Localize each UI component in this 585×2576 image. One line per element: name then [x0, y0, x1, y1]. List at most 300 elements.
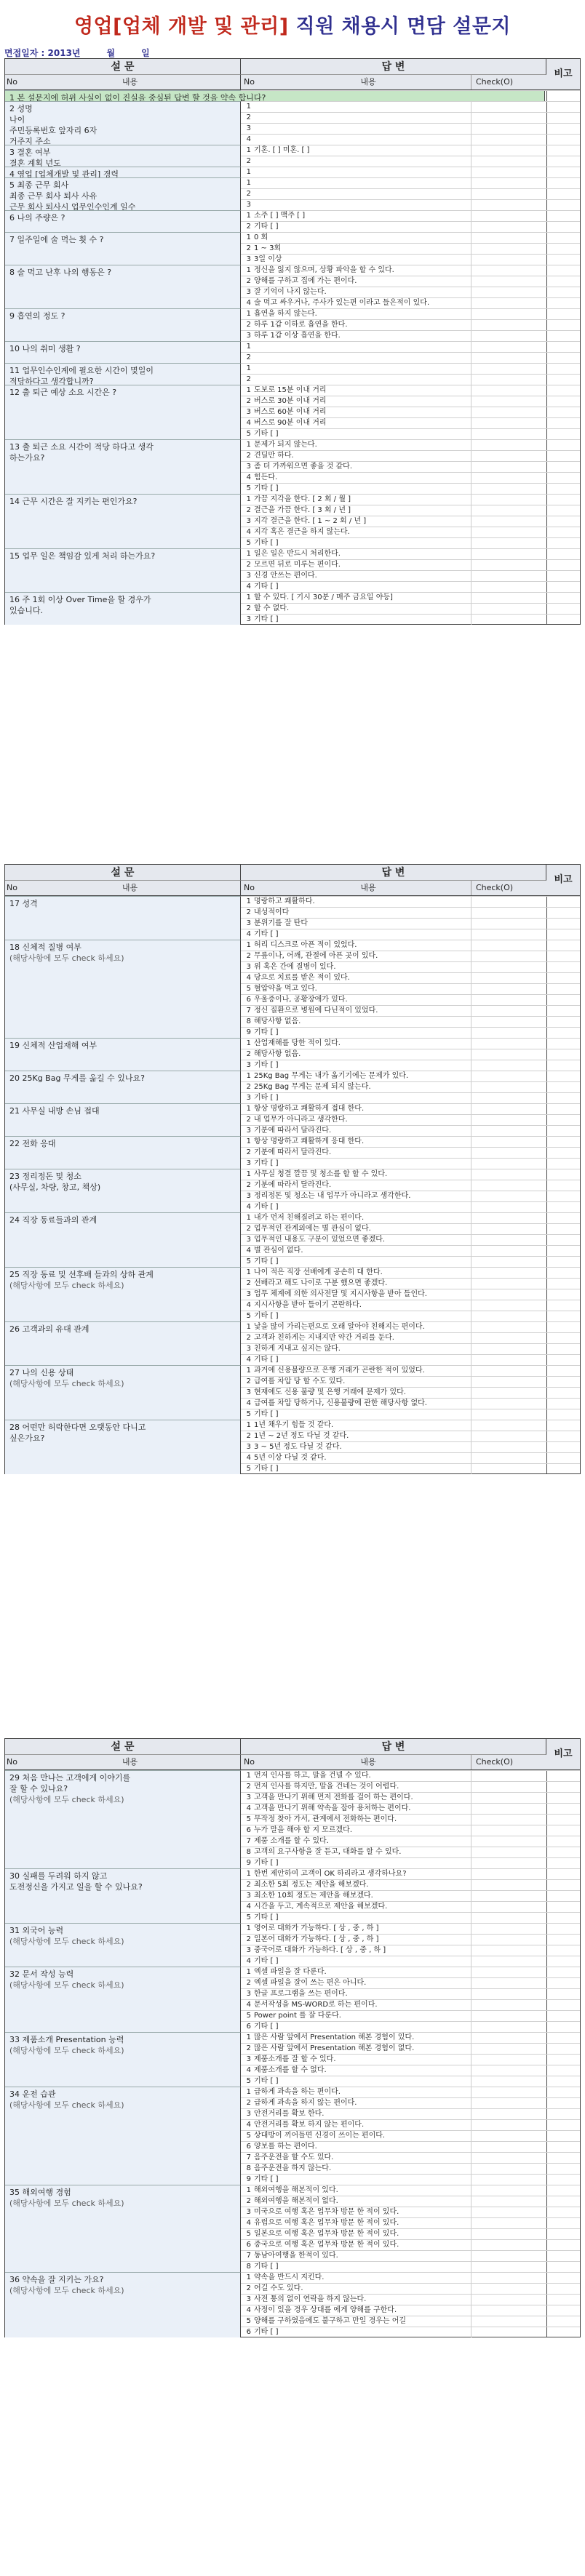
remarks-cell[interactable]: [546, 1289, 580, 1300]
check-cell[interactable]: [471, 2240, 547, 2250]
remarks-cell[interactable]: [546, 1431, 580, 1441]
remarks-cell[interactable]: [546, 1804, 580, 1814]
remarks-cell[interactable]: [546, 200, 580, 210]
remarks-cell[interactable]: [546, 385, 580, 396]
remarks-cell[interactable]: [546, 527, 580, 537]
check-cell[interactable]: [471, 1333, 547, 1343]
remarks-cell[interactable]: [546, 353, 580, 363]
check-cell[interactable]: [471, 1246, 547, 1256]
remarks-cell[interactable]: [546, 1300, 580, 1311]
check-cell[interactable]: [471, 418, 547, 428]
remarks-cell[interactable]: [546, 1891, 580, 1901]
check-cell[interactable]: [471, 897, 547, 907]
remarks-cell[interactable]: [546, 2164, 580, 2174]
remarks-cell[interactable]: [546, 1006, 580, 1016]
remarks-cell[interactable]: [546, 2065, 580, 2076]
check-cell[interactable]: [471, 2164, 547, 2174]
remarks-cell[interactable]: [546, 973, 580, 983]
remarks-cell[interactable]: [546, 1967, 580, 1977]
check-cell[interactable]: [471, 1891, 547, 1901]
check-cell[interactable]: [471, 1902, 547, 1912]
remarks-cell[interactable]: [546, 1246, 580, 1256]
remarks-cell[interactable]: [546, 897, 580, 907]
check-cell[interactable]: [471, 1159, 547, 1169]
check-cell[interactable]: [471, 1836, 547, 1847]
remarks-cell[interactable]: [546, 1191, 580, 1201]
remarks-cell[interactable]: [546, 113, 580, 123]
check-cell[interactable]: [471, 385, 547, 396]
check-cell[interactable]: [471, 1093, 547, 1103]
remarks-cell[interactable]: [546, 2000, 580, 2010]
check-cell[interactable]: [471, 505, 547, 516]
check-cell[interactable]: [471, 516, 547, 527]
check-cell[interactable]: [471, 342, 547, 352]
check-cell[interactable]: [471, 1289, 547, 1300]
remarks-cell[interactable]: [546, 1017, 580, 1027]
remarks-cell[interactable]: [546, 1333, 580, 1343]
check-cell[interactable]: [471, 320, 547, 330]
remarks-cell[interactable]: [546, 2098, 580, 2108]
check-cell[interactable]: [471, 2175, 547, 2185]
remarks-cell[interactable]: [546, 1913, 580, 1923]
check-cell[interactable]: [471, 571, 547, 581]
check-cell[interactable]: [471, 1377, 547, 1387]
check-cell[interactable]: [471, 1847, 547, 1857]
check-cell[interactable]: [471, 1880, 547, 1890]
check-cell[interactable]: [471, 102, 547, 112]
check-cell[interactable]: [471, 1442, 547, 1452]
remarks-cell[interactable]: [546, 1268, 580, 1278]
remarks-cell[interactable]: [546, 2295, 580, 2305]
check-cell[interactable]: [471, 189, 547, 199]
check-cell[interactable]: [471, 1300, 547, 1311]
remarks-cell[interactable]: [546, 276, 580, 287]
remarks-cell[interactable]: [546, 222, 580, 232]
remarks-cell[interactable]: [546, 124, 580, 134]
remarks-cell[interactable]: [546, 1104, 580, 1114]
remarks-cell[interactable]: [546, 1978, 580, 1988]
remarks-cell[interactable]: [546, 331, 580, 341]
remarks-cell[interactable]: [546, 1344, 580, 1354]
remarks-cell[interactable]: [546, 298, 580, 308]
check-cell[interactable]: [471, 451, 547, 461]
remarks-cell[interactable]: [546, 91, 580, 101]
check-cell[interactable]: [471, 2218, 547, 2228]
remarks-cell[interactable]: [546, 516, 580, 527]
remarks-cell[interactable]: [546, 2316, 580, 2327]
remarks-cell[interactable]: [546, 396, 580, 407]
remarks-cell[interactable]: [546, 1880, 580, 1890]
check-cell[interactable]: [471, 1268, 547, 1278]
check-cell[interactable]: [471, 2229, 547, 2239]
remarks-cell[interactable]: [546, 2327, 580, 2337]
check-cell[interactable]: [471, 2262, 547, 2272]
remarks-cell[interactable]: [546, 2120, 580, 2130]
check-cell[interactable]: [471, 255, 547, 265]
check-cell[interactable]: [471, 429, 547, 439]
check-cell[interactable]: [471, 1060, 547, 1071]
remarks-cell[interactable]: [546, 2273, 580, 2283]
remarks-cell[interactable]: [546, 2229, 580, 2239]
remarks-cell[interactable]: [546, 2251, 580, 2261]
check-cell[interactable]: [471, 473, 547, 483]
remarks-cell[interactable]: [546, 1847, 580, 1857]
remarks-cell[interactable]: [546, 2076, 580, 2087]
remarks-cell[interactable]: [546, 1989, 580, 1999]
check-cell[interactable]: [471, 407, 547, 417]
check-cell[interactable]: [471, 1399, 547, 1409]
check-cell[interactable]: [471, 1815, 547, 1825]
remarks-cell[interactable]: [546, 342, 580, 352]
remarks-cell[interactable]: [546, 1169, 580, 1180]
check-cell[interactable]: [471, 2196, 547, 2207]
remarks-cell[interactable]: [546, 2022, 580, 2032]
remarks-cell[interactable]: [546, 2109, 580, 2119]
check-cell[interactable]: [471, 145, 547, 156]
check-cell[interactable]: [471, 2109, 547, 2119]
check-cell[interactable]: [471, 1825, 547, 1836]
check-cell[interactable]: [471, 2316, 547, 2327]
remarks-cell[interactable]: [546, 2240, 580, 2250]
check-cell[interactable]: [471, 973, 547, 983]
remarks-cell[interactable]: [546, 1869, 580, 1879]
check-cell[interactable]: [471, 1453, 547, 1463]
check-cell[interactable]: [471, 244, 547, 254]
remarks-cell[interactable]: [546, 1159, 580, 1169]
remarks-cell[interactable]: [546, 962, 580, 972]
remarks-cell[interactable]: [546, 233, 580, 243]
remarks-cell[interactable]: [546, 440, 580, 450]
check-cell[interactable]: [471, 2087, 547, 2097]
check-cell[interactable]: [471, 495, 547, 505]
check-cell[interactable]: [471, 364, 547, 374]
check-cell[interactable]: [471, 298, 547, 308]
remarks-cell[interactable]: [546, 135, 580, 145]
check-cell[interactable]: [471, 1771, 547, 1781]
remarks-cell[interactable]: [546, 2196, 580, 2207]
remarks-cell[interactable]: [546, 1815, 580, 1825]
remarks-cell[interactable]: [546, 908, 580, 918]
remarks-cell[interactable]: [546, 167, 580, 177]
remarks-cell[interactable]: [546, 560, 580, 570]
remarks-cell[interactable]: [546, 2284, 580, 2294]
remarks-cell[interactable]: [546, 1858, 580, 1868]
check-cell[interactable]: [471, 2305, 547, 2316]
remarks-cell[interactable]: [546, 549, 580, 559]
remarks-cell[interactable]: [546, 1442, 580, 1452]
check-cell[interactable]: [471, 1082, 547, 1092]
remarks-cell[interactable]: [546, 1279, 580, 1289]
remarks-cell[interactable]: [546, 1224, 580, 1234]
check-cell[interactable]: [471, 615, 547, 625]
remarks-cell[interactable]: [546, 495, 580, 505]
check-cell[interactable]: [471, 1039, 547, 1049]
check-cell[interactable]: [471, 1104, 547, 1114]
check-cell[interactable]: [471, 1388, 547, 1398]
check-cell[interactable]: [471, 604, 547, 614]
remarks-cell[interactable]: [546, 582, 580, 592]
check-cell[interactable]: [471, 1409, 547, 1420]
check-cell[interactable]: [471, 1169, 547, 1180]
remarks-cell[interactable]: [546, 919, 580, 929]
check-cell[interactable]: [471, 1213, 547, 1223]
remarks-cell[interactable]: [546, 1126, 580, 1136]
remarks-cell[interactable]: [546, 145, 580, 156]
remarks-cell[interactable]: [546, 189, 580, 199]
remarks-cell[interactable]: [546, 604, 580, 614]
check-cell[interactable]: [471, 549, 547, 559]
remarks-cell[interactable]: [546, 571, 580, 581]
remarks-cell[interactable]: [546, 1409, 580, 1420]
remarks-cell[interactable]: [546, 1082, 580, 1092]
check-cell[interactable]: [471, 287, 547, 297]
remarks-cell[interactable]: [546, 538, 580, 548]
remarks-cell[interactable]: [546, 2142, 580, 2152]
check-cell[interactable]: [471, 2022, 547, 2032]
remarks-cell[interactable]: [546, 1137, 580, 1147]
check-cell[interactable]: [471, 1924, 547, 1934]
check-cell[interactable]: [471, 2251, 547, 2261]
remarks-cell[interactable]: [546, 462, 580, 472]
check-cell[interactable]: [471, 2284, 547, 2294]
check-cell[interactable]: [471, 1071, 547, 1081]
check-cell[interactable]: [471, 593, 547, 603]
check-cell[interactable]: [471, 211, 547, 221]
remarks-cell[interactable]: [546, 1322, 580, 1332]
remarks-cell[interactable]: [546, 1902, 580, 1912]
remarks-cell[interactable]: [546, 102, 580, 112]
remarks-cell[interactable]: [546, 2305, 580, 2316]
remarks-cell[interactable]: [546, 407, 580, 417]
remarks-cell[interactable]: [546, 984, 580, 994]
remarks-cell[interactable]: [546, 1202, 580, 1212]
check-cell[interactable]: [471, 2076, 547, 2087]
check-cell[interactable]: [471, 440, 547, 450]
remarks-cell[interactable]: [546, 1049, 580, 1060]
remarks-cell[interactable]: [546, 1257, 580, 1267]
remarks-cell[interactable]: [546, 2207, 580, 2217]
check-cell[interactable]: [471, 1355, 547, 1365]
remarks-cell[interactable]: [546, 929, 580, 940]
check-cell[interactable]: [471, 331, 547, 341]
check-cell[interactable]: [471, 135, 547, 145]
check-cell[interactable]: [471, 1202, 547, 1212]
remarks-cell[interactable]: [546, 995, 580, 1005]
check-cell[interactable]: [471, 353, 547, 363]
check-cell[interactable]: [471, 233, 547, 243]
check-cell[interactable]: [471, 484, 547, 494]
remarks-cell[interactable]: [546, 1148, 580, 1158]
check-cell[interactable]: [471, 919, 547, 929]
check-cell[interactable]: [471, 462, 547, 472]
remarks-cell[interactable]: [546, 1464, 580, 1474]
remarks-cell[interactable]: [546, 309, 580, 319]
remarks-cell[interactable]: [546, 2033, 580, 2043]
check-cell[interactable]: [471, 560, 547, 570]
check-cell[interactable]: [471, 1224, 547, 1234]
check-cell[interactable]: [471, 1148, 547, 1158]
remarks-cell[interactable]: [546, 451, 580, 461]
check-cell[interactable]: [471, 1464, 547, 1474]
check-cell[interactable]: [471, 2142, 547, 2152]
check-cell[interactable]: [471, 124, 547, 134]
remarks-cell[interactable]: [546, 418, 580, 428]
remarks-cell[interactable]: [546, 1093, 580, 1103]
remarks-cell[interactable]: [546, 1935, 580, 1945]
remarks-cell[interactable]: [546, 211, 580, 221]
check-cell[interactable]: [471, 167, 547, 177]
check-cell[interactable]: [471, 113, 547, 123]
check-cell[interactable]: [471, 2120, 547, 2130]
remarks-cell[interactable]: [546, 375, 580, 385]
check-cell[interactable]: [471, 1180, 547, 1191]
remarks-cell[interactable]: [546, 1366, 580, 1376]
check-cell[interactable]: [471, 1366, 547, 1376]
check-cell[interactable]: [471, 156, 547, 167]
remarks-cell[interactable]: [546, 1071, 580, 1081]
check-cell[interactable]: [471, 309, 547, 319]
check-cell[interactable]: [471, 582, 547, 592]
check-cell[interactable]: [471, 2185, 547, 2196]
check-cell[interactable]: [471, 940, 547, 951]
remarks-cell[interactable]: [546, 1924, 580, 1934]
check-cell[interactable]: [471, 1804, 547, 1814]
check-cell[interactable]: [471, 1028, 547, 1038]
check-cell[interactable]: [471, 1322, 547, 1332]
check-cell[interactable]: [471, 962, 547, 972]
remarks-cell[interactable]: [546, 2011, 580, 2021]
check-cell[interactable]: [471, 2055, 547, 2065]
check-cell[interactable]: [471, 1049, 547, 1060]
remarks-cell[interactable]: [546, 593, 580, 603]
remarks-cell[interactable]: [546, 255, 580, 265]
check-cell[interactable]: [471, 2044, 547, 2054]
remarks-cell[interactable]: [546, 1060, 580, 1071]
remarks-cell[interactable]: [546, 1311, 580, 1321]
remarks-cell[interactable]: [546, 484, 580, 494]
remarks-cell[interactable]: [546, 429, 580, 439]
check-cell[interactable]: [471, 178, 547, 188]
check-cell[interactable]: [471, 538, 547, 548]
remarks-cell[interactable]: [546, 1399, 580, 1409]
remarks-cell[interactable]: [546, 1039, 580, 1049]
check-cell[interactable]: [471, 1978, 547, 1988]
check-cell[interactable]: [471, 2207, 547, 2217]
check-cell[interactable]: [471, 1935, 547, 1945]
remarks-cell[interactable]: [546, 940, 580, 951]
remarks-cell[interactable]: [546, 1453, 580, 1463]
remarks-cell[interactable]: [546, 1793, 580, 1803]
check-cell[interactable]: [471, 1782, 547, 1792]
check-cell[interactable]: [471, 222, 547, 232]
check-cell[interactable]: [471, 1344, 547, 1354]
check-cell[interactable]: [471, 951, 547, 961]
check-cell[interactable]: [471, 1793, 547, 1803]
remarks-cell[interactable]: [546, 1782, 580, 1792]
remarks-cell[interactable]: [546, 473, 580, 483]
check-cell[interactable]: [471, 908, 547, 918]
check-cell[interactable]: [471, 1115, 547, 1125]
remarks-cell[interactable]: [546, 244, 580, 254]
check-cell[interactable]: [471, 2327, 547, 2337]
check-cell[interactable]: [471, 1858, 547, 1868]
remarks-cell[interactable]: [546, 2087, 580, 2097]
check-cell[interactable]: [471, 1869, 547, 1879]
remarks-cell[interactable]: [546, 615, 580, 625]
check-cell[interactable]: [471, 1006, 547, 1016]
check-cell[interactable]: [471, 2153, 547, 2163]
remarks-cell[interactable]: [546, 2262, 580, 2272]
check-cell[interactable]: [471, 396, 547, 407]
check-cell[interactable]: [471, 1913, 547, 1923]
check-cell[interactable]: [471, 276, 547, 287]
remarks-cell[interactable]: [546, 287, 580, 297]
remarks-cell[interactable]: [546, 1956, 580, 1967]
check-cell[interactable]: [471, 2273, 547, 2283]
check-cell[interactable]: [471, 1235, 547, 1245]
check-cell[interactable]: [471, 1420, 547, 1431]
remarks-cell[interactable]: [546, 1945, 580, 1956]
check-cell[interactable]: [471, 1126, 547, 1136]
check-cell[interactable]: [471, 1989, 547, 1999]
remarks-cell[interactable]: [546, 2218, 580, 2228]
remarks-cell[interactable]: [546, 2055, 580, 2065]
remarks-cell[interactable]: [546, 1420, 580, 1431]
check-cell[interactable]: [471, 995, 547, 1005]
remarks-cell[interactable]: [546, 1388, 580, 1398]
check-cell[interactable]: [471, 2011, 547, 2021]
remarks-cell[interactable]: [546, 2185, 580, 2196]
remarks-cell[interactable]: [546, 1180, 580, 1191]
remarks-cell[interactable]: [546, 1355, 580, 1365]
check-cell[interactable]: [471, 2098, 547, 2108]
check-cell[interactable]: [471, 1945, 547, 1956]
remarks-cell[interactable]: [546, 1213, 580, 1223]
check-cell[interactable]: [471, 2065, 547, 2076]
remarks-cell[interactable]: [546, 178, 580, 188]
check-cell[interactable]: [471, 1431, 547, 1441]
remarks-cell[interactable]: [546, 1825, 580, 1836]
remarks-cell[interactable]: [546, 2175, 580, 2185]
check-cell[interactable]: [471, 1257, 547, 1267]
remarks-cell[interactable]: [546, 364, 580, 374]
remarks-cell[interactable]: [546, 1115, 580, 1125]
check-cell[interactable]: [471, 200, 547, 210]
check-cell[interactable]: [471, 984, 547, 994]
check-cell[interactable]: [471, 929, 547, 940]
check-cell[interactable]: [471, 527, 547, 537]
remarks-cell[interactable]: [546, 265, 580, 276]
check-cell[interactable]: [471, 1137, 547, 1147]
check-cell[interactable]: [471, 2295, 547, 2305]
remarks-cell[interactable]: [546, 1771, 580, 1781]
check-cell[interactable]: [471, 1279, 547, 1289]
remarks-cell[interactable]: [546, 1028, 580, 1038]
remarks-cell[interactable]: [546, 2131, 580, 2141]
remarks-cell[interactable]: [546, 1377, 580, 1387]
remarks-cell[interactable]: [546, 951, 580, 961]
remarks-cell[interactable]: [546, 320, 580, 330]
check-cell[interactable]: [471, 265, 547, 276]
check-cell[interactable]: [471, 2131, 547, 2141]
remarks-cell[interactable]: [546, 1836, 580, 1847]
check-cell[interactable]: [471, 1017, 547, 1027]
remarks-cell[interactable]: [546, 1235, 580, 1245]
remarks-cell[interactable]: [546, 2044, 580, 2054]
remarks-cell[interactable]: [546, 156, 580, 167]
check-cell[interactable]: [471, 1311, 547, 1321]
check-cell[interactable]: [471, 375, 547, 385]
